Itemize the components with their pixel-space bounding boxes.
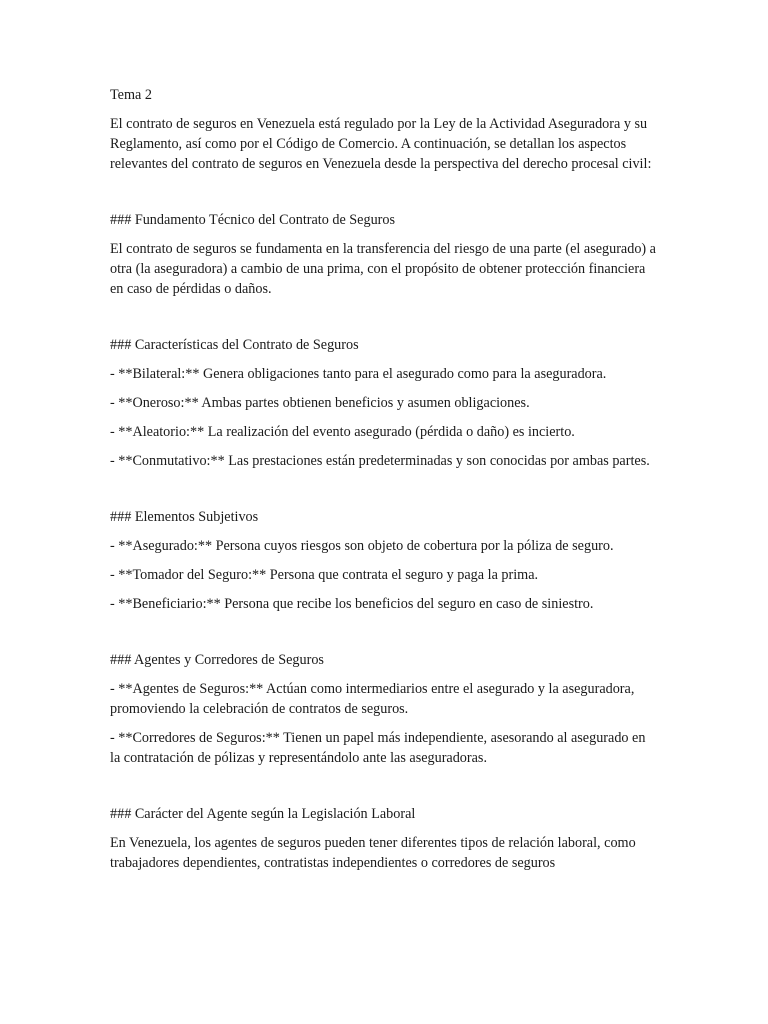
section-body-fundamento: El contrato de seguros se fundamenta en la transferencia del riesgo de una parte (el asegurado) a otra (la aseguradora) a cambio de una prima, con el propósito de obtener protección financiera en caso de pérdidas o daños.	[110, 241, 656, 297]
section-heading-caracter-agente: ### Carácter del Agente según la Legislación Laboral	[110, 806, 416, 822]
list-item: - **Oneroso:** Ambas partes obtienen beneficios y asumen obligaciones.	[110, 395, 530, 411]
list-item: - **Conmutativo:** Las prestaciones están predeterminadas y son conocidas por ambas partes.	[110, 453, 650, 469]
list-item: - **Beneficiario:** Persona que recibe los beneficios del seguro en caso de siniestro.	[110, 596, 594, 612]
list-item: - **Bilateral:** Genera obligaciones tanto para el asegurado como para la aseguradora.	[110, 366, 607, 382]
list-item: - **Agentes de Seguros:** Actúan como intermediarios entre el asegurado y la aseguradora, promoviendo la celebración de contratos de seguros.	[110, 681, 635, 717]
list-item: - **Corredores de Seguros:** Tienen un papel más independiente, asesorando al asegurado en la contratación de pólizas y representándolo ante las aseguradoras.	[110, 730, 646, 766]
section-heading-caracteristicas: ### Características del Contrato de Seguros	[110, 337, 359, 353]
document-body	[110, 85, 658, 882]
section-body-caracter-agente: En Venezuela, los agentes de seguros pueden tener diferentes tipos de relación laboral, como trabajadores dependientes, contratistas independientes o corredores de seguros	[110, 835, 636, 871]
section-heading-agentes: ### Agentes y Corredores de Seguros	[110, 652, 324, 668]
list-item: - **Asegurado:** Persona cuyos riesgos son objeto de cobertura por la póliza de seguro.	[110, 538, 614, 554]
list-item: - **Aleatorio:** La realización del evento asegurado (pérdida o daño) es incierto.	[110, 424, 575, 440]
list-item: - **Tomador del Seguro:** Persona que contrata el seguro y paga la prima.	[110, 567, 539, 583]
document-title: Tema 2	[110, 87, 152, 103]
section-heading-elementos: ### Elementos Subjetivos	[110, 509, 259, 525]
section-heading-fundamento: ### Fundamento Técnico del Contrato de Seguros	[110, 212, 396, 228]
intro-paragraph: El contrato de seguros en Venezuela está regulado por la Ley de la Actividad Aseguradora y su Reglamento, así como por el Código de Comercio. A continuación, se detallan los aspectos relevantes del contrato de seguros en Venezuela desde la perspectiva del derecho procesal civil:	[110, 116, 652, 172]
